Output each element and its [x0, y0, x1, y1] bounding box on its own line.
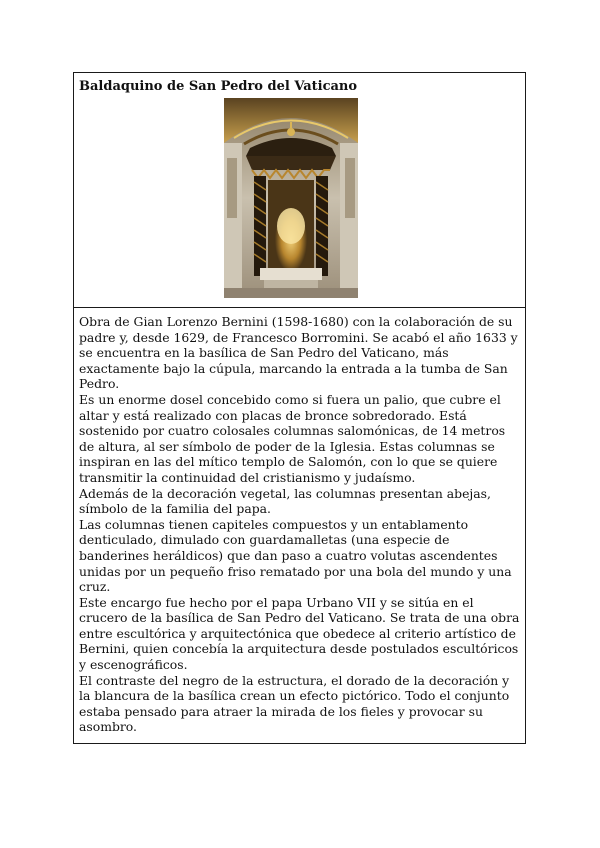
paragraph-capitals: Las columnas tienen capiteles compuestos y un entablamento denticulado, dimulado con guardamalletas (una especie de banderines heráldicos) que dan paso a cuatro volutas ascendentes unidas por un pequeño friso rematado por una bola del mundo y una cruz.: [79, 516, 512, 595]
baldachin-photo: [224, 98, 358, 298]
paragraph-effect: El contraste del negro de la estructura, el dorado de la decoración y la blancura de la basílica crean un efecto pictórico. Todo el conjunto estaba pensado para atraer la mirada de los fieles y provocar su asombro.: [79, 672, 510, 735]
description-cell: [74, 308, 525, 743]
header-cell: [74, 73, 525, 308]
paragraph-structure: Es un enorme dosel concebido como si fuera un palio, que cubre el altar y está realizado con placas de bronce sobredorado. Está sostenido por cuatro colosales columnas salomónicas, de 14 metros de altura, al ser símbolo de poder de la Iglesia. Estas columnas se inspiran en las del mítico templo de Salomón, con lo que se quiere transmitir la continuidad del cristianismo y judaísmo.: [79, 391, 506, 485]
paragraph-commission: Este encargo fue hecho por el papa Urbano VII y se sitúa en el crucero de la basílica de San Pedro del Vaticano. Se trata de una obra entre escultórica y arquitectónica que obedece al criterio artístico de Bernini, quien concebía la arquitectura desde postulados escultóricos y escenográficos.: [79, 594, 520, 673]
document-title: Baldaquino de San Pedro del Vaticano: [79, 79, 358, 94]
paragraph-decoration: Además de la decoración vegetal, las columnas presentan abejas, símbolo de la familia del papa.: [79, 485, 491, 517]
info-table: [73, 72, 526, 744]
baldachin-illustration: [224, 98, 358, 298]
paragraph-authorship: Obra de Gian Lorenzo Bernini (1598-1680) con la colaboración de su padre y, desde 1629, de Francesco Borromini. Se acabó el año 1633 y se encuentra en la basílica de San Pedro del Vaticano, más exactamente bajo la cúpula, marcando la entrada a la tumba de San Pedro.: [79, 314, 518, 392]
